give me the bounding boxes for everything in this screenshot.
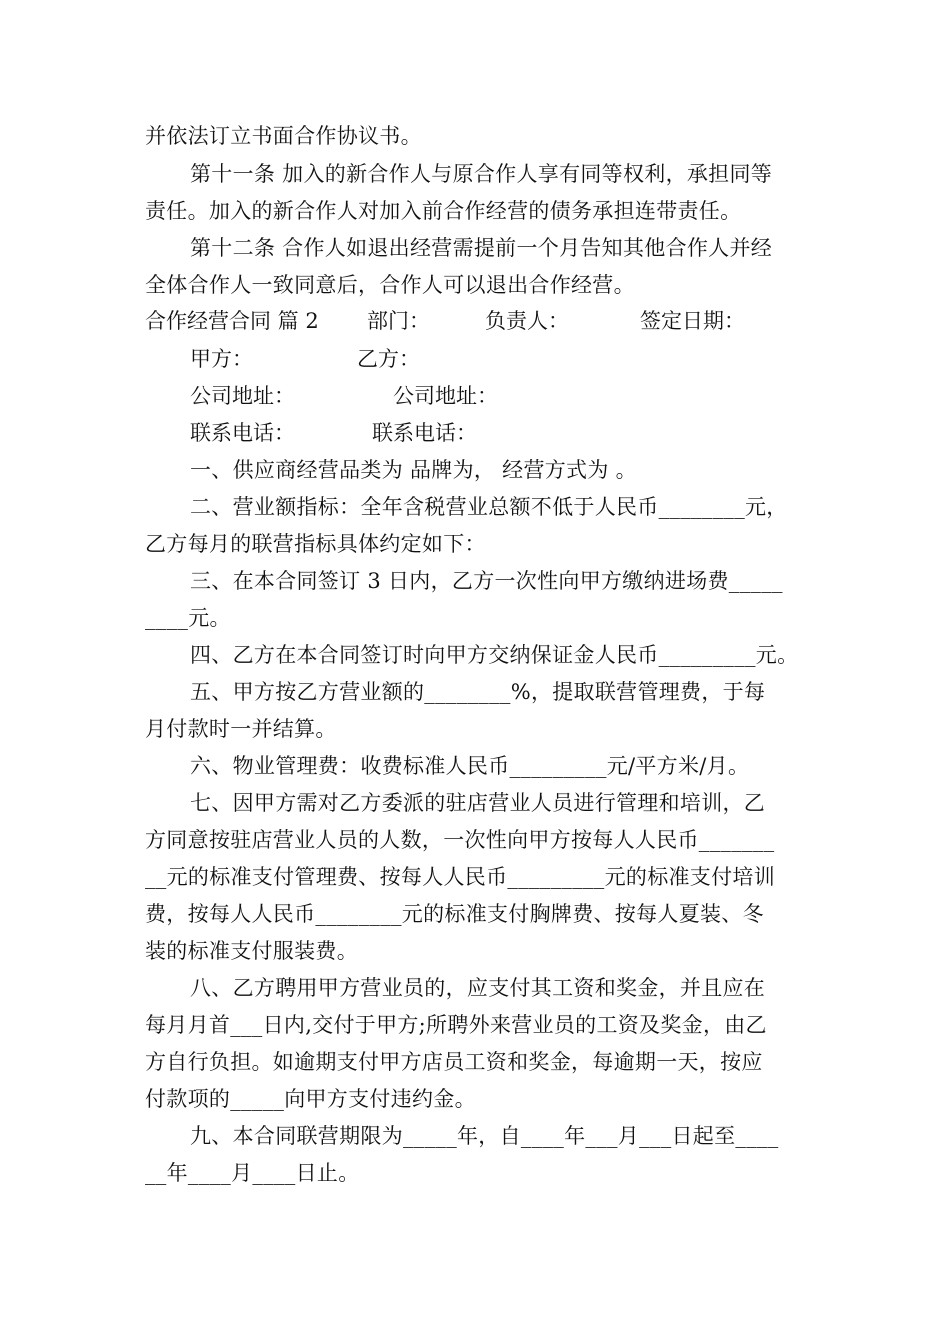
party-a-label: 甲方： [190, 347, 253, 371]
clause-9-line-1: 九、本合同联营期限为_____年，自____年___月___日起至____ [190, 1124, 779, 1148]
clause-8-line-2: 每月月首___日内,交付于甲方;所聘外来营业员的工资及奖金，由乙 [145, 1013, 767, 1037]
clause-8-line-4: 付款项的_____向甲方支付违约金。 [145, 1087, 476, 1111]
department-label: 部门： [367, 309, 430, 333]
clause-5-line-1: 五、甲方按乙方营业额的________%，提取联营管理费，于每 [190, 680, 766, 704]
clause-3-line-1: 三、在本合同签订 3 日内，乙方一次性向甲方缴纳进场费_____ [190, 569, 783, 593]
paragraph-line: 并依法订立书面合作协议书。 [145, 124, 422, 148]
article-12-line-2: 全体合作人一致同意后，合作人可以退出合作经营。 [145, 273, 635, 297]
article-12-line-1: 第十二条 合作人如退出经营需提前一个月告知其他合作人并经 [190, 236, 773, 260]
article-11-line-1: 第十一条 加入的新合作人与原合作人享有同等权利，承担同等 [190, 162, 773, 186]
party-b-label: 乙方： [357, 347, 420, 371]
party-b-address-label: 公司地址： [393, 384, 498, 408]
clause-7-line-5: 装的标准支付服装费。 [145, 939, 358, 963]
clause-1: 一、供应商经营品类为 品牌为， 经营方式为 。 [190, 458, 637, 482]
clause-7-line-1: 七、因甲方需对乙方委派的驻店营业人员进行管理和培训，乙 [190, 791, 766, 815]
clause-5-line-2: 月付款时一并结算。 [145, 717, 337, 741]
responsible-person-label: 负责人： [485, 309, 569, 333]
sign-date-label: 签定日期： [640, 309, 745, 333]
article-11-line-2: 责任。加入的新合作人对加入前合作经营的债务承担连带责任。 [145, 199, 742, 223]
clause-2-line-2: 乙方每月的联营指标具体约定如下： [145, 532, 486, 556]
clause-6: 六、物业管理费：收费标准人民币_________元/平方米/月。 [190, 754, 750, 778]
party-b-phone-label: 联系电话： [372, 421, 477, 445]
clause-7-line-3: __元的标准支付管理费、按每人人民币_________元的标准支付培训 [145, 865, 775, 889]
clause-4: 四、乙方在本合同签订时向甲方交纳保证金人民币_________元。 [190, 643, 799, 667]
clause-9-line-2: __年____月____日止。 [145, 1161, 360, 1185]
clause-7-line-4: 费，按每人人民币________元的标准支付胸牌费、按每人夏装、冬 [145, 902, 764, 926]
clause-8-line-1: 八、乙方聘用甲方营业员的，应支付其工资和奖金，并且应在 [190, 976, 766, 1000]
clause-8-line-3: 方自行负担。如逾期支付甲方店员工资和奖金，每逾期一天，按应 [145, 1050, 763, 1074]
party-a-phone-label: 联系电话： [190, 421, 295, 445]
clause-7-line-2: 方同意按驻店营业人员的人数，一次性向甲方按每人人民币_______ [145, 828, 775, 852]
party-a-address-label: 公司地址： [190, 384, 295, 408]
clause-3-line-2: ____元。 [145, 606, 231, 630]
clause-2-line-1: 二、营业额指标：全年含税营业总额不低于人民币________元， [190, 495, 788, 519]
contract-title: 合作经营合同 篇 2 [145, 309, 319, 333]
